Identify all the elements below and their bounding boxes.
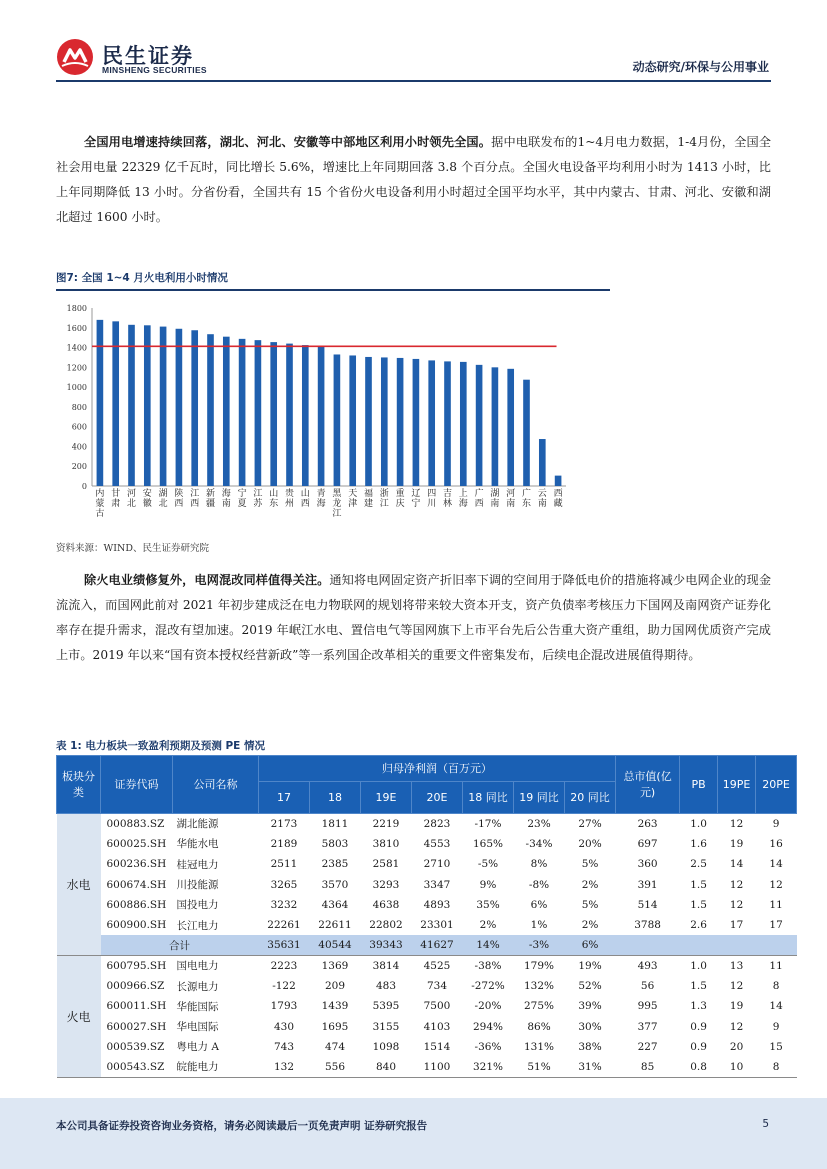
- cell-yoy-19: 275%: [523, 1000, 555, 1013]
- cell-yoy-18: -5%: [477, 858, 499, 871]
- total-profit-17: 35631: [259, 935, 310, 955]
- cell-yoy-20: 31%: [578, 1060, 602, 1073]
- cell-yoy-19: -8%: [528, 878, 550, 891]
- bar-江西: [191, 330, 198, 486]
- cell-profit-17: 3232: [270, 898, 298, 911]
- minsheng-logo-icon: [56, 38, 94, 76]
- figure-title: 图7: 全国 1~4 月火电利用小时情况: [56, 272, 228, 284]
- cell-profit-18: 1811: [321, 817, 349, 830]
- cell-pb: 2.5: [690, 858, 707, 871]
- cell-pe-19: 10: [729, 1060, 744, 1073]
- cell-profit-20e: 4893: [423, 898, 451, 911]
- header-code: 证券代码: [101, 756, 173, 814]
- x-tick-label: 河北: [126, 489, 137, 509]
- cell-pe-20: 17: [769, 919, 783, 932]
- cell-pe-19: 12: [729, 898, 744, 911]
- cell-yoy-19: 131%: [523, 1040, 555, 1053]
- cell-market-cap: 3788: [634, 919, 661, 932]
- cell-company: 湖北能源: [176, 818, 219, 831]
- x-tick-label: 河南: [506, 489, 516, 509]
- header-profit-17: 17: [259, 782, 310, 814]
- table-row: [57, 834, 797, 854]
- cell-market-cap: 263: [637, 817, 658, 830]
- cell-market-cap: 493: [637, 959, 658, 972]
- bar-浙江: [381, 357, 388, 486]
- paragraph-lead: 除火电业绩修复外，电网混改同样值得关注。: [84, 573, 330, 587]
- cell-pe-19: 12: [729, 817, 744, 830]
- y-tick-label: 200: [71, 462, 87, 472]
- cell-profit-20e: 1100: [423, 1060, 451, 1073]
- bar-宁夏: [239, 339, 246, 486]
- cell-yoy-20: 19%: [578, 959, 602, 972]
- cell-code: 600900.SH: [106, 919, 167, 932]
- bar-西藏: [555, 476, 562, 486]
- header-profit-20e: 20E: [412, 782, 463, 814]
- x-tick-label: 广东: [521, 489, 532, 509]
- cell-profit-19e: 3814: [372, 959, 400, 972]
- cell-profit-17: -122: [272, 980, 296, 993]
- y-tick-label: 1600: [66, 323, 87, 333]
- bar-安徽: [144, 325, 151, 486]
- cell-yoy-18: 2%: [479, 919, 497, 932]
- bar-上海: [460, 362, 467, 486]
- bar-福建: [365, 357, 372, 486]
- cell-profit-17: 132: [273, 1060, 295, 1073]
- cell-profit-19e: 840: [375, 1060, 397, 1073]
- paragraph-body: 据中电联发布的1~4月电力数据，1-4月份，全国全社会用电量 22329 亿千瓦时，同比增长 5.6%，增速比上年同期回落 3.8 个百分点。全国火电设备平均利用小时为 1413 小时，比上年同期降低 13 小时。分省份看，全国共有 15 个省份火电设备利用小时超过全国平均水平，其中内蒙古、甘肃、河北、安徽和湖北超过 1600 小时。: [56, 135, 771, 224]
- cell-market-cap: 697: [637, 837, 658, 850]
- cell-company: 长源电力: [176, 980, 219, 993]
- cell-pb: 1.6: [690, 837, 707, 850]
- total-profit-18: 40544: [310, 935, 361, 955]
- cell-pb: 1.0: [690, 817, 707, 830]
- cell-profit-18: 1439: [321, 1000, 349, 1013]
- header-company: 公司名称: [173, 756, 259, 814]
- cell-yoy-18: 9%: [479, 878, 497, 891]
- cell-yoy-19: -34%: [525, 837, 553, 850]
- bar-山东: [270, 342, 277, 486]
- cell-profit-19e: 5395: [372, 1000, 400, 1013]
- cell-pb: 0.9: [690, 1040, 707, 1053]
- cell-profit-20e: 23301: [420, 919, 454, 932]
- y-tick-label: 1400: [66, 343, 87, 353]
- bar-河南: [507, 369, 514, 486]
- cell-profit-18: 22611: [318, 919, 352, 932]
- table-row: [57, 814, 797, 834]
- cell-yoy-18: -38%: [474, 959, 502, 972]
- cell-profit-19e: 483: [375, 980, 397, 993]
- bar-海南: [223, 337, 230, 486]
- cell-pb: 0.9: [690, 1020, 707, 1033]
- header-divider: [56, 80, 771, 82]
- cell-pe-19: 13: [729, 959, 744, 972]
- cell-profit-17: 2223: [270, 959, 298, 972]
- figure-source: 资料来源：WIND、民生证券研究院: [56, 543, 209, 554]
- thermal-utilization-bar-chart: [56, 296, 610, 532]
- cell-company: 粤电力 A: [176, 1041, 219, 1054]
- header-yoy-20: 20 同比: [565, 782, 616, 814]
- cell-pe-20: 12: [769, 878, 783, 891]
- cell-code: 600027.SH: [106, 1020, 167, 1033]
- x-tick-label: 贵州: [284, 489, 295, 509]
- cell-pe-20: 14: [769, 1000, 783, 1013]
- cell-company: 华电国际: [176, 1021, 219, 1034]
- cell-profit-18: 1369: [321, 959, 349, 972]
- cell-yoy-18: -17%: [474, 817, 502, 830]
- table-title: 表 1: 电力板块一致盈利预期及预测 PE 情况: [56, 740, 265, 752]
- thermal-section: [57, 956, 797, 1078]
- bar-山西: [302, 345, 309, 486]
- cell-market-cap: 995: [637, 1000, 658, 1013]
- cell-market-cap: 391: [637, 878, 658, 891]
- cell-market-cap: 56: [640, 980, 655, 993]
- header-yoy-19: 19 同比: [514, 782, 565, 814]
- x-tick-label: 上海: [458, 489, 468, 509]
- cell-profit-19e: 3293: [372, 878, 400, 891]
- cell-pe-20: 11: [769, 898, 783, 911]
- sector-label: 火电: [57, 956, 101, 1078]
- cell-yoy-20: 52%: [578, 980, 602, 993]
- total-yoy-19: -3%: [514, 935, 565, 955]
- cell-profit-18: 474: [324, 1040, 346, 1053]
- y-tick-label: 400: [71, 442, 87, 452]
- bar-广西: [476, 365, 483, 486]
- cell-yoy-18: 35%: [476, 898, 500, 911]
- cell-pe-20: 14: [769, 858, 783, 871]
- cell-profit-19e: 4638: [372, 898, 400, 911]
- cell-yoy-18: -20%: [474, 1000, 502, 1013]
- cell-profit-20e: 7500: [423, 1000, 451, 1013]
- cell-pe-20: 16: [769, 837, 783, 850]
- total-empty-cell: [616, 935, 797, 955]
- bar-青海: [318, 346, 325, 486]
- x-tick-label: 黑龙江: [332, 489, 342, 519]
- cell-company: 国电电力: [176, 960, 219, 973]
- paragraph-power-usage: [56, 130, 771, 230]
- x-tick-label: 天津: [348, 489, 358, 509]
- cell-profit-19e: 2581: [372, 858, 400, 871]
- cell-profit-19e: 22802: [369, 919, 403, 932]
- cell-company: 皖能电力: [176, 1061, 219, 1074]
- bar-黑龙江: [334, 354, 341, 486]
- table-row: [57, 956, 797, 976]
- cell-pe-19: 19: [729, 837, 744, 850]
- bar-辽宁: [413, 359, 420, 486]
- cell-yoy-20: 39%: [578, 1000, 602, 1013]
- cell-code: 600674.SH: [106, 878, 167, 891]
- cell-pe-20: 8: [772, 980, 780, 993]
- cell-profit-19e: 1098: [372, 1040, 400, 1053]
- figure-title-rule: [56, 289, 610, 291]
- cell-pe-19: 12: [729, 980, 744, 993]
- table-row: [57, 854, 797, 874]
- cell-code: 600011.SH: [106, 1000, 167, 1013]
- header-profit-19e: 19E: [361, 782, 412, 814]
- cell-code: 600886.SH: [106, 898, 167, 911]
- total-profit-20e: 41627: [412, 935, 463, 955]
- cell-pe-19: 12: [729, 878, 744, 891]
- table-row: [57, 976, 797, 996]
- x-tick-label: 四川: [427, 489, 437, 509]
- x-tick-label: 新疆: [205, 489, 216, 509]
- cell-yoy-20: 27%: [578, 817, 602, 830]
- page-header: [0, 0, 827, 90]
- cell-profit-17: 2173: [270, 817, 298, 830]
- report-category: 动态研究/环保与公用事业: [632, 60, 769, 74]
- total-label: 合计: [101, 935, 259, 955]
- cell-yoy-20: 5%: [581, 898, 599, 911]
- cell-profit-17: 2511: [270, 858, 298, 871]
- x-tick-label: 江西: [190, 489, 200, 509]
- cell-pe-20: 8: [772, 1060, 780, 1073]
- cell-company: 桂冠电力: [176, 858, 219, 871]
- x-tick-label: 青海: [316, 489, 326, 509]
- table-row: [57, 1037, 797, 1057]
- cell-pe-20: 9: [772, 1020, 780, 1033]
- bar-天津: [349, 355, 356, 486]
- cell-profit-18: 5803: [321, 837, 349, 850]
- cell-code: 000966.SZ: [106, 980, 165, 993]
- header-net-profit-group: 归母净利润（百万元）: [259, 756, 616, 782]
- paragraph-lead: 全国用电增速持续回落，湖北、河北、安徽等中部地区利用小时领先全国。: [84, 135, 492, 149]
- y-tick-label: 1200: [66, 363, 87, 373]
- cell-yoy-19: 132%: [523, 980, 555, 993]
- x-tick-label: 江苏: [253, 489, 263, 509]
- header-yoy-18: 18 同比: [463, 782, 514, 814]
- cell-yoy-20: 30%: [578, 1020, 602, 1033]
- cell-profit-20e: 3347: [423, 878, 451, 891]
- cell-profit-20e: 1514: [423, 1040, 451, 1053]
- cell-yoy-19: 86%: [527, 1020, 551, 1033]
- table-row: [57, 874, 797, 894]
- cell-profit-17: 2189: [270, 837, 298, 850]
- x-tick-label: 西藏: [553, 489, 563, 509]
- x-tick-label: 云南: [537, 489, 547, 509]
- cell-profit-17: 22261: [267, 919, 301, 932]
- cell-profit-20e: 734: [426, 980, 448, 993]
- company-logo: [56, 38, 226, 78]
- x-tick-label: 广西: [474, 489, 484, 509]
- cell-company: 长江电力: [176, 919, 219, 932]
- cell-code: 000883.SZ: [106, 817, 165, 830]
- x-tick-label: 陕西: [174, 489, 184, 509]
- cell-profit-17: 430: [273, 1020, 295, 1033]
- cell-code: 600236.SH: [106, 858, 167, 871]
- cell-market-cap: 85: [640, 1060, 655, 1073]
- x-tick-label: 甘肃: [111, 489, 121, 509]
- cell-pb: 0.8: [690, 1060, 707, 1073]
- cell-profit-17: 1793: [270, 1000, 298, 1013]
- cell-yoy-20: 38%: [578, 1040, 602, 1053]
- cell-yoy-18: 294%: [472, 1020, 504, 1033]
- logo-english-name: MINSHENG SECURITIES: [102, 65, 207, 75]
- cell-pb: 1.3: [690, 1000, 707, 1013]
- bar-云南: [539, 439, 546, 486]
- x-tick-label: 浙江: [379, 489, 389, 509]
- cell-pb: 2.6: [690, 919, 707, 932]
- bar-贵州: [286, 344, 293, 486]
- header-profit-18: 18: [310, 782, 361, 814]
- header-market-cap: 总市值(亿元): [616, 756, 680, 814]
- total-yoy-20: 6%: [565, 935, 616, 955]
- cell-pe-20: 11: [769, 959, 783, 972]
- cell-profit-19e: 2219: [372, 817, 400, 830]
- header-pe-19: 19PE: [718, 756, 756, 814]
- cell-pe-19: 12: [729, 1020, 744, 1033]
- cell-market-cap: 377: [637, 1020, 658, 1033]
- footer-disclaimer: 本公司具备证券投资咨询业务资格，请务必阅读最后一页免责声明 证券研究报告: [56, 1120, 428, 1132]
- cell-profit-18: 556: [324, 1060, 346, 1073]
- hydro-section: [57, 814, 797, 956]
- bar-新疆: [207, 334, 214, 486]
- cell-yoy-19: 1%: [530, 919, 548, 932]
- cell-profit-19e: 3810: [372, 837, 400, 850]
- cell-profit-18: 2385: [321, 858, 349, 871]
- cell-market-cap: 514: [637, 898, 658, 911]
- cell-yoy-18: 165%: [472, 837, 504, 850]
- bar-江苏: [255, 340, 262, 486]
- cell-company: 国投电力: [176, 899, 219, 912]
- cell-code: 000543.SZ: [106, 1060, 165, 1073]
- sector-label: 水电: [57, 814, 101, 956]
- cell-profit-17: 3265: [270, 878, 298, 891]
- bar-吉林: [444, 361, 451, 486]
- cell-profit-20e: 4553: [423, 837, 451, 850]
- x-tick-label: 湖南: [490, 489, 500, 509]
- logo-chinese-name: 民生证券: [102, 44, 194, 68]
- bar-广东: [523, 380, 530, 486]
- cell-company: 川投能源: [176, 879, 219, 892]
- cell-pb: 1.5: [690, 898, 707, 911]
- cell-pe-19: 17: [729, 919, 744, 932]
- header-pe-20: 20PE: [756, 756, 797, 814]
- total-row: [57, 935, 797, 955]
- bar-湖南: [492, 367, 499, 486]
- table-row: [57, 996, 797, 1016]
- cell-pe-19: 19: [729, 1000, 744, 1013]
- cell-yoy-19: 51%: [527, 1060, 551, 1073]
- header-pb: PB: [680, 756, 718, 814]
- cell-profit-18: 209: [324, 980, 346, 993]
- total-yoy-18: 14%: [463, 935, 514, 955]
- y-tick-label: 600: [71, 422, 87, 432]
- cell-pb: 1.5: [690, 878, 707, 891]
- cell-pe-20: 9: [772, 817, 780, 830]
- cell-profit-20e: 2823: [423, 817, 451, 830]
- cell-code: 600795.SH: [106, 959, 167, 972]
- cell-market-cap: 360: [637, 858, 658, 871]
- bar-重庆: [397, 358, 404, 486]
- cell-pb: 1.0: [690, 959, 707, 972]
- cell-yoy-19: 8%: [530, 858, 548, 871]
- cell-profit-19e: 3155: [372, 1020, 400, 1033]
- x-tick-label: 海南: [221, 489, 231, 509]
- x-tick-label: 辽宁: [411, 489, 421, 509]
- x-tick-label: 山西: [300, 489, 310, 509]
- paragraph-body: 通知将电网固定资产折旧率下调的空间用于降低电价的措施将减少电网企业的现金流流入，而国网此前对 2021 年初步建成泛在电力物联网的规划将带来较大资本开支，资产负债率考核压力下国网及南网资产证券化率存在提升需求，混改有望加速。2019 年岷江水电、置信电气等国网旗下上市平台先后公告重大资产重组，助力国网优质资产完成上市。2019 年以来“国有资本授权经营新政”等一系列国企改革相关的重要文件密集发布，后续电企混改进展值得期待。: [56, 573, 772, 662]
- cell-profit-18: 4364: [321, 898, 349, 911]
- cell-pe-20: 15: [769, 1040, 783, 1053]
- cell-yoy-19: 6%: [530, 898, 548, 911]
- x-tick-label: 重庆: [395, 489, 405, 509]
- x-tick-label: 山东: [269, 489, 279, 509]
- x-tick-label: 安徽: [142, 489, 152, 509]
- cell-code: 600025.SH: [106, 837, 167, 850]
- page-number: 5: [762, 1118, 769, 1130]
- y-tick-label: 0: [81, 482, 87, 491]
- table-row: [57, 915, 797, 935]
- x-tick-label: 福建: [363, 489, 374, 509]
- x-tick-label: 宁夏: [237, 489, 247, 509]
- table-row: [57, 1016, 797, 1036]
- cell-company: 华能国际: [176, 1000, 219, 1013]
- cell-code: 000539.SZ: [106, 1040, 165, 1053]
- cell-profit-20e: 2710: [423, 858, 451, 871]
- total-profit-19e: 39343: [361, 935, 412, 955]
- bar-河北: [128, 325, 135, 486]
- cell-yoy-20: 2%: [581, 878, 599, 891]
- cell-yoy-20: 5%: [581, 858, 599, 871]
- cell-yoy-18: -36%: [474, 1040, 502, 1053]
- cell-yoy-20: 2%: [581, 919, 599, 932]
- cell-profit-17: 743: [273, 1040, 295, 1053]
- cell-profit-18: 3570: [321, 878, 349, 891]
- cell-market-cap: 227: [637, 1040, 658, 1053]
- cell-pb: 1.5: [690, 980, 707, 993]
- page-footer: [0, 1098, 827, 1169]
- paragraph-grid-reform: [56, 568, 771, 668]
- cell-yoy-19: 179%: [523, 959, 555, 972]
- y-tick-label: 1800: [66, 304, 87, 313]
- x-tick-label: 吉林: [442, 489, 453, 509]
- cell-company: 华能水电: [176, 838, 219, 851]
- table-row: [57, 1057, 797, 1077]
- x-tick-label: 内蒙古: [95, 489, 105, 519]
- bar-四川: [428, 360, 435, 486]
- y-tick-label: 800: [71, 402, 87, 412]
- header-sector: 板块分类: [57, 756, 101, 814]
- bar-湖北: [160, 327, 167, 486]
- y-tick-label: 1000: [66, 383, 87, 393]
- cell-yoy-18: -272%: [471, 980, 505, 993]
- bar-内蒙古: [97, 320, 104, 486]
- cell-pe-19: 14: [729, 858, 744, 871]
- cell-yoy-20: 20%: [578, 837, 602, 850]
- cell-pe-19: 20: [729, 1040, 744, 1053]
- cell-yoy-18: 321%: [472, 1060, 504, 1073]
- cell-profit-20e: 4525: [423, 959, 451, 972]
- power-sector-forecast-table: [56, 755, 797, 1078]
- cell-profit-18: 1695: [321, 1020, 349, 1033]
- table-row: [57, 895, 797, 915]
- bar-陕西: [176, 329, 183, 486]
- cell-profit-20e: 4103: [423, 1020, 451, 1033]
- cell-yoy-19: 23%: [527, 817, 551, 830]
- x-tick-label: 湖北: [158, 489, 168, 509]
